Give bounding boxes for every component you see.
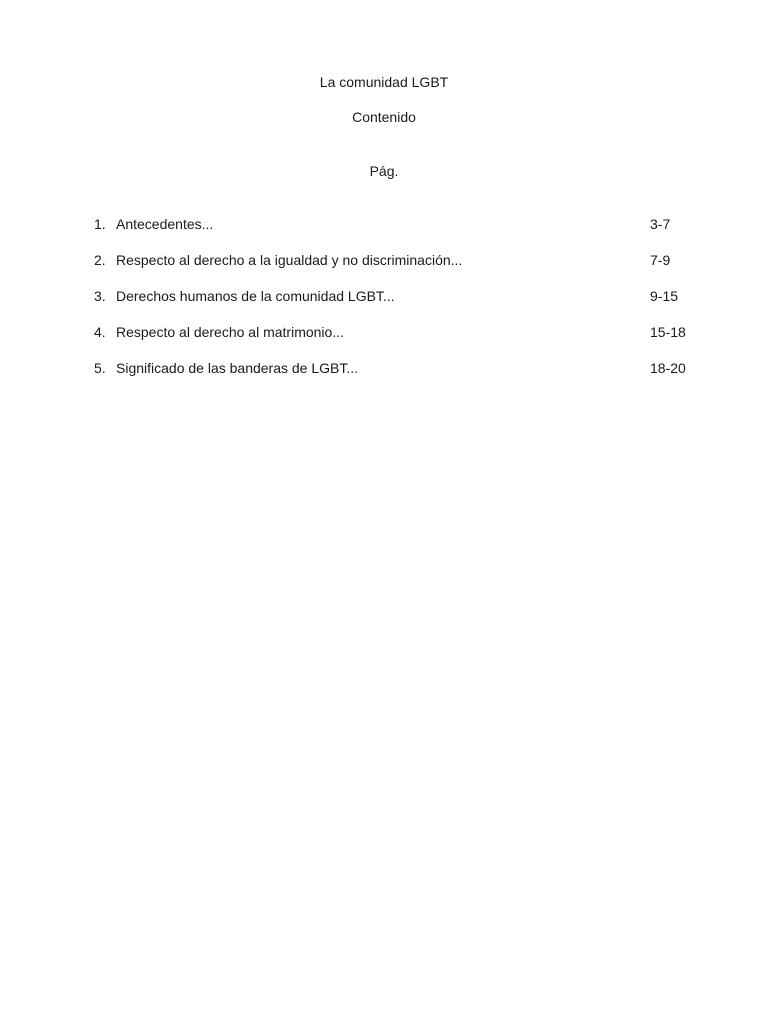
- toc-entry: [0, 287, 768, 323]
- toc-entry: [0, 323, 768, 359]
- toc-entry-title: Respecto al derecho al matrimonio...: [116, 324, 344, 340]
- toc-entry-number: 1.: [94, 216, 106, 232]
- document-title: La comunidad LGBT: [319, 74, 449, 90]
- toc-entry-title: Respecto al derecho a la igualdad y no discriminación...: [116, 252, 463, 268]
- toc-entry-number: 3.: [94, 288, 106, 304]
- toc-entry-pages: 9-15: [650, 288, 679, 304]
- toc-entry-pages: 18-20: [650, 360, 686, 376]
- toc-entry: [0, 251, 768, 287]
- table-of-contents: [0, 215, 768, 395]
- toc-entry-number: 2.: [94, 252, 106, 268]
- toc-entry-pages: 15-18: [650, 324, 686, 340]
- toc-entry-pages: 7-9: [650, 252, 671, 268]
- contents-heading: Contenido: [352, 109, 416, 125]
- page-column-label: Pág.: [369, 163, 399, 179]
- toc-entry-title: Derechos humanos de la comunidad LGBT...: [116, 288, 395, 304]
- toc-entry-pages: 3-7: [650, 216, 671, 232]
- toc-entry: [0, 359, 768, 395]
- toc-entry-number: 4.: [94, 324, 106, 340]
- toc-entry-title: Antecedentes...: [116, 216, 214, 232]
- toc-entry-title: Significado de las banderas de LGBT...: [116, 360, 359, 376]
- toc-entry: [0, 215, 768, 251]
- toc-entry-number: 5.: [94, 360, 106, 376]
